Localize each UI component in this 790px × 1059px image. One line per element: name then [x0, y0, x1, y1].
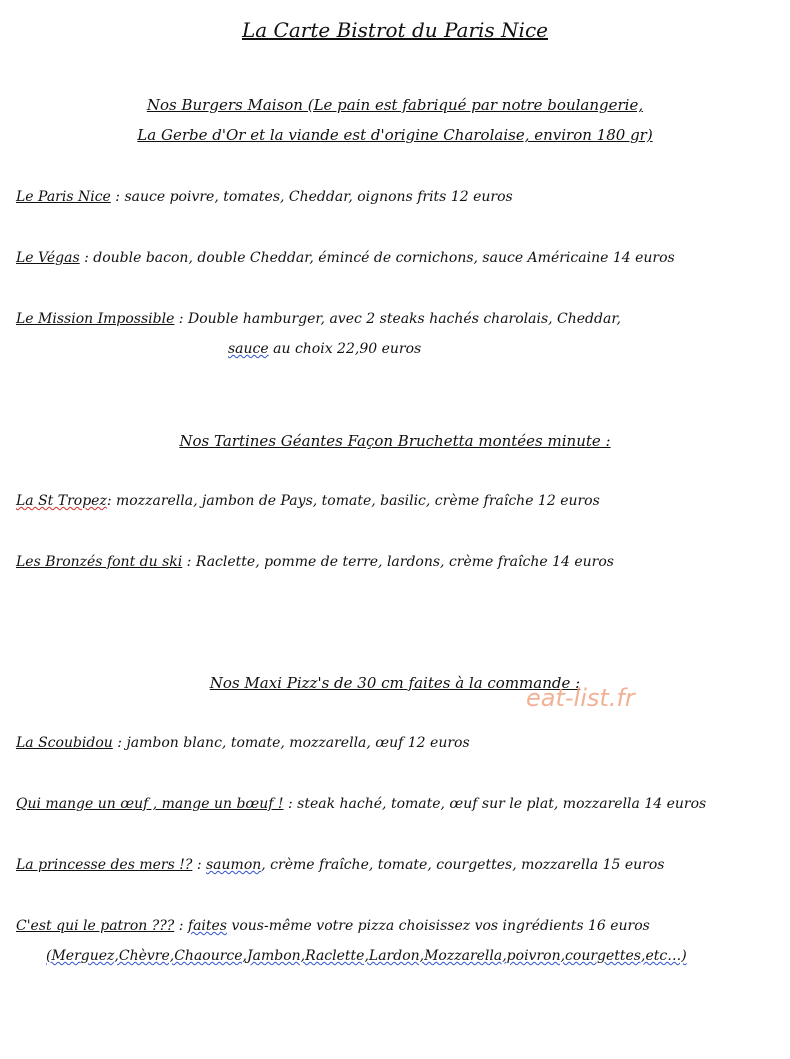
item-sep: :	[192, 857, 206, 873]
item-name: La Scoubidou	[16, 735, 113, 751]
item-name: La princesse des mers !?	[16, 857, 193, 873]
burger-item-mission-impossible-cont	[228, 341, 421, 357]
burgers-heading-line2: La Gerbe d'Or et la viande est d'origine Charolaise, environ 180 gr)	[137, 126, 653, 144]
item-sep: :	[79, 250, 94, 266]
burger-item-paris-nice	[16, 189, 513, 205]
item-desc: vous-même votre pizza choisissez vos ingrédients 16 euros	[227, 918, 650, 934]
ingredients-list: (Merguez,Chèvre,Chaource,Jambon,Raclette,Lardon,Mozzarella,poivron,courgettes,etc…)	[46, 948, 687, 964]
item-desc-rest: au choix 22,90 euros	[268, 341, 422, 357]
item-desc: jambon blanc, tomate, mozzarella, œuf 12 euros	[126, 735, 470, 751]
tartines-heading: Nos Tartines Géantes Façon Bruchetta montées minute :	[179, 432, 611, 450]
pizzas-heading: Nos Maxi Pizz's de 30 cm faites à la commande :	[209, 674, 581, 692]
item-name: Qui mange un œuf , mange un bœuf !	[16, 796, 284, 812]
item-desc: Raclette, pomme de terre, lardons, crème fraîche 14 euros	[195, 554, 614, 570]
item-name: La St Tropez	[16, 493, 107, 509]
item-name: Le Végas	[16, 250, 80, 266]
item-desc: Double hamburger, avec 2 steaks hachés charolais, Cheddar,	[187, 311, 621, 327]
watermark: eat-list.fr	[526, 684, 635, 712]
item-sep: :	[182, 554, 196, 570]
burgers-heading-line1: Nos Burgers Maison (Le pain est fabriqué par notre boulangerie,	[146, 96, 644, 114]
pizza-item-scoubidou	[16, 735, 470, 751]
item-desc: mozzarella, jambon de Pays, tomate, basilic, crème fraîche 12 euros	[116, 493, 600, 509]
item-name: Les Bronzés font du ski	[16, 554, 183, 570]
item-desc: sauce poivre, tomates, Cheddar, oignons frits 12 euros	[124, 189, 513, 205]
tartine-item-st-tropez	[16, 493, 600, 509]
item-sep: :	[112, 735, 127, 751]
item-desc: steak haché, tomate, œuf sur le plat, mozzarella 14 euros	[297, 796, 707, 812]
item-sep: :	[174, 918, 188, 934]
burger-item-vegas	[16, 250, 675, 266]
pizza-item-patron	[16, 918, 650, 934]
item-desc-word: saumon	[206, 857, 262, 873]
item-sep: :	[110, 189, 125, 205]
tartine-item-bronzes	[16, 554, 614, 570]
pizza-item-qui-mange	[16, 796, 706, 812]
pizza-item-princesse	[16, 857, 665, 873]
item-sep: :	[106, 493, 117, 509]
item-sep: :	[174, 311, 188, 327]
item-desc-word: faites	[187, 918, 227, 934]
item-name: C'est qui le patron ???	[16, 918, 175, 934]
item-desc-word: sauce	[228, 341, 269, 357]
menu-title: La Carte Bistrot du Paris Nice	[241, 18, 548, 42]
item-sep: :	[283, 796, 298, 812]
item-name: Le Mission Impossible	[16, 311, 175, 327]
burger-item-mission-impossible	[16, 311, 621, 327]
item-desc: , crème fraîche, tomate, courgettes, mozzarella 15 euros	[261, 857, 665, 873]
item-desc: double bacon, double Cheddar, émincé de cornichons, sauce Américaine 14 euros	[93, 250, 675, 266]
pizza-item-patron-ingredients	[46, 948, 687, 964]
item-name: Le Paris Nice	[16, 189, 111, 205]
